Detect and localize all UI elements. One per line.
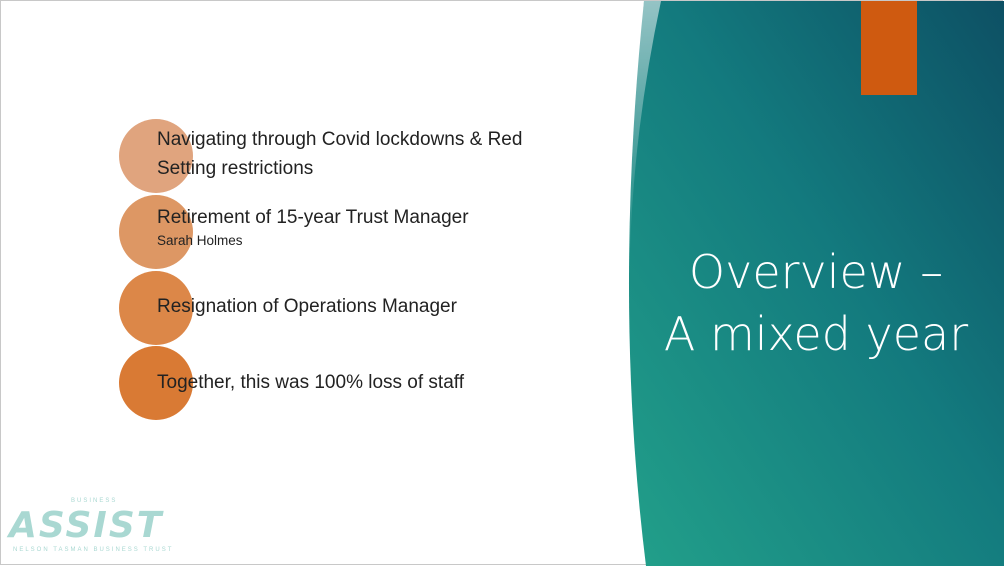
logo-top-text: BUSINESS bbox=[71, 498, 118, 504]
list-item-text: Navigating through Covid lockdowns & Red Setting restrictions bbox=[157, 129, 523, 179]
list-item-text: Resignation of Operations Manager bbox=[157, 296, 457, 317]
list-item-text bbox=[157, 203, 577, 250]
business-assist-logo bbox=[9, 487, 174, 557]
list-item-subtext: Sarah Holmes bbox=[157, 233, 243, 248]
slide-title bbox=[641, 241, 991, 365]
logo-wordmark: ASSIST bbox=[9, 505, 164, 546]
logo-bottom-text: NELSON TASMAN BUSINESS TRUST bbox=[13, 547, 174, 553]
list-item-main-text: Retirement of 15-year Trust Manager bbox=[157, 207, 469, 228]
orange-accent-bar bbox=[861, 1, 917, 95]
list-item-text: Together, this was 100% loss of staff bbox=[157, 372, 464, 393]
slide-title-line-1: Overview – bbox=[688, 245, 944, 299]
slide-title-line-2: A mixed year bbox=[663, 307, 969, 361]
